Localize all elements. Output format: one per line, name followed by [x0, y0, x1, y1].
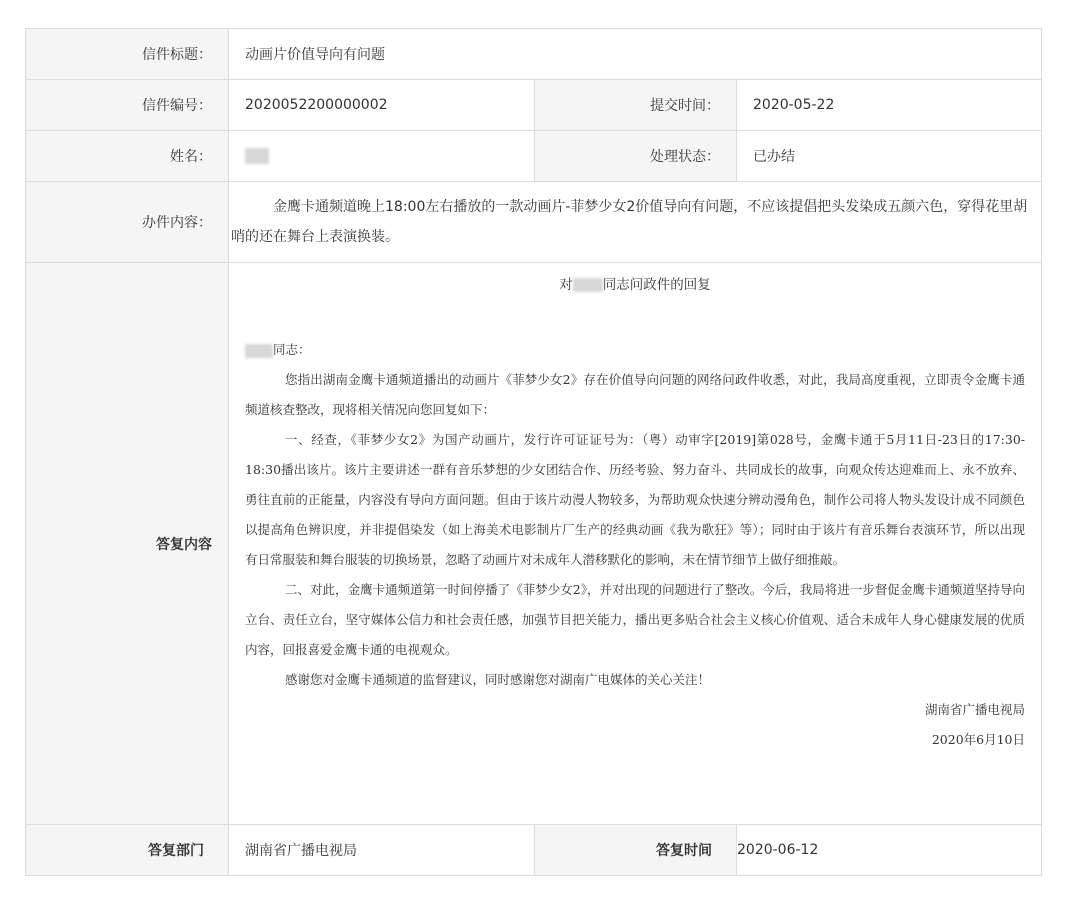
reply-title-prefix: 对	[559, 277, 573, 293]
submit-time-label: 提交时间：	[535, 80, 737, 131]
reply-salutation-suffix: 同志：	[273, 342, 311, 357]
status-label: 处理状态：	[535, 131, 737, 182]
reply-paragraph: 一、经查，《菲梦少女2》为国产动画片，发行许可证证号为：（粤）动审字[2019]第028号，金鹰卡通于5月11日-23日的17:30-18:30播出该片。该片主要讲述一群有音乐梦想的少女团结合作、历经考验、努力奋斗、共同成长的故事，向观众传达迎难而上、永不放弃、勇往直前的正能量，内容没有导向方面问题。但由于该片动漫人物较多，为帮助观众快速分辨动漫角色，制作公司将人物头发设计成不同颜色以提高角色辨识度，并非提倡染发（如上海美术电影制片厂生产的经典动画《我为歌狂》等）；同时由于该片有音乐舞台表演环节，所以出现有日常服装和舞台服装的切换场景，忽略了动画片对未成年人潜移默化的影响，未在情节细节上做仔细推敲。	[245, 432, 1026, 567]
dept-value: 湖南省广播电视局	[229, 825, 535, 876]
name-value	[229, 131, 535, 182]
number-label: 信件编号：	[26, 80, 229, 131]
content-cell	[229, 182, 1042, 263]
redacted-name-title	[573, 278, 603, 292]
letter-detail-table	[25, 28, 1042, 876]
row-content	[26, 182, 1042, 263]
reply-date: 2020年6月10日	[931, 732, 1026, 747]
reply-paragraph: 感谢您对金鹰卡通频道的监督建议，同时感谢您对湖南广电媒体的关心关注！	[285, 672, 711, 687]
name-label: 姓名：	[26, 131, 229, 182]
content-value: 金鹰卡通频道晚上18:00左右播放的一款动画片-菲梦少女2价值导向有问题，不应该提倡把头发染成五颜六色，穿得花里胡哨的还在舞台上表演换装。	[231, 199, 1028, 245]
redacted-name	[245, 148, 269, 164]
reply-label: 答复内容	[26, 263, 229, 825]
reply-body	[245, 263, 1025, 755]
time-value: 2020-06-12	[737, 825, 1042, 876]
row-footer	[26, 825, 1042, 876]
reply-cell	[229, 263, 1042, 825]
number-value: 2020052200000002	[229, 80, 535, 131]
row-reply	[26, 263, 1042, 825]
title-value: 动画片价值导向有问题	[229, 29, 1042, 80]
reply-signature: 湖南省广播电视局	[925, 702, 1026, 717]
status-value: 已办结	[737, 131, 1042, 182]
row-number	[26, 80, 1042, 131]
time-label: 答复时间	[535, 825, 737, 876]
redacted-name-salutation	[245, 344, 273, 358]
row-name	[26, 131, 1042, 182]
reply-paragraph: 您指出湖南金鹰卡通频道播出的动画片《菲梦少女2》存在价值导向问题的网络问政件收悉，对此，我局高度重视，立即责令金鹰卡通频道核查整改，现将相关情况向您回复如下：	[245, 372, 1026, 417]
dept-label: 答复部门	[26, 825, 229, 876]
content-label: 办件内容：	[26, 182, 229, 263]
row-title	[26, 29, 1042, 80]
reply-title-suffix: 同志问政件的回复	[602, 277, 711, 293]
reply-title	[245, 263, 1025, 305]
title-label: 信件标题：	[26, 29, 229, 80]
submit-time-value: 2020-05-22	[737, 80, 1042, 131]
reply-paragraph: 二、对此，金鹰卡通频道第一时间停播了《菲梦少女2》，并对出现的问题进行了整改。今后，我局将进一步督促金鹰卡通频道坚持导向立台、责任立台，坚守媒体公信力和社会责任感，加强节目把关能力，播出更多贴合社会主义核心价值观、适合未成年人身心健康发展的优质内容，回报喜爱金鹰卡通的电视观众。	[245, 582, 1026, 657]
reply-salutation	[245, 335, 1025, 365]
